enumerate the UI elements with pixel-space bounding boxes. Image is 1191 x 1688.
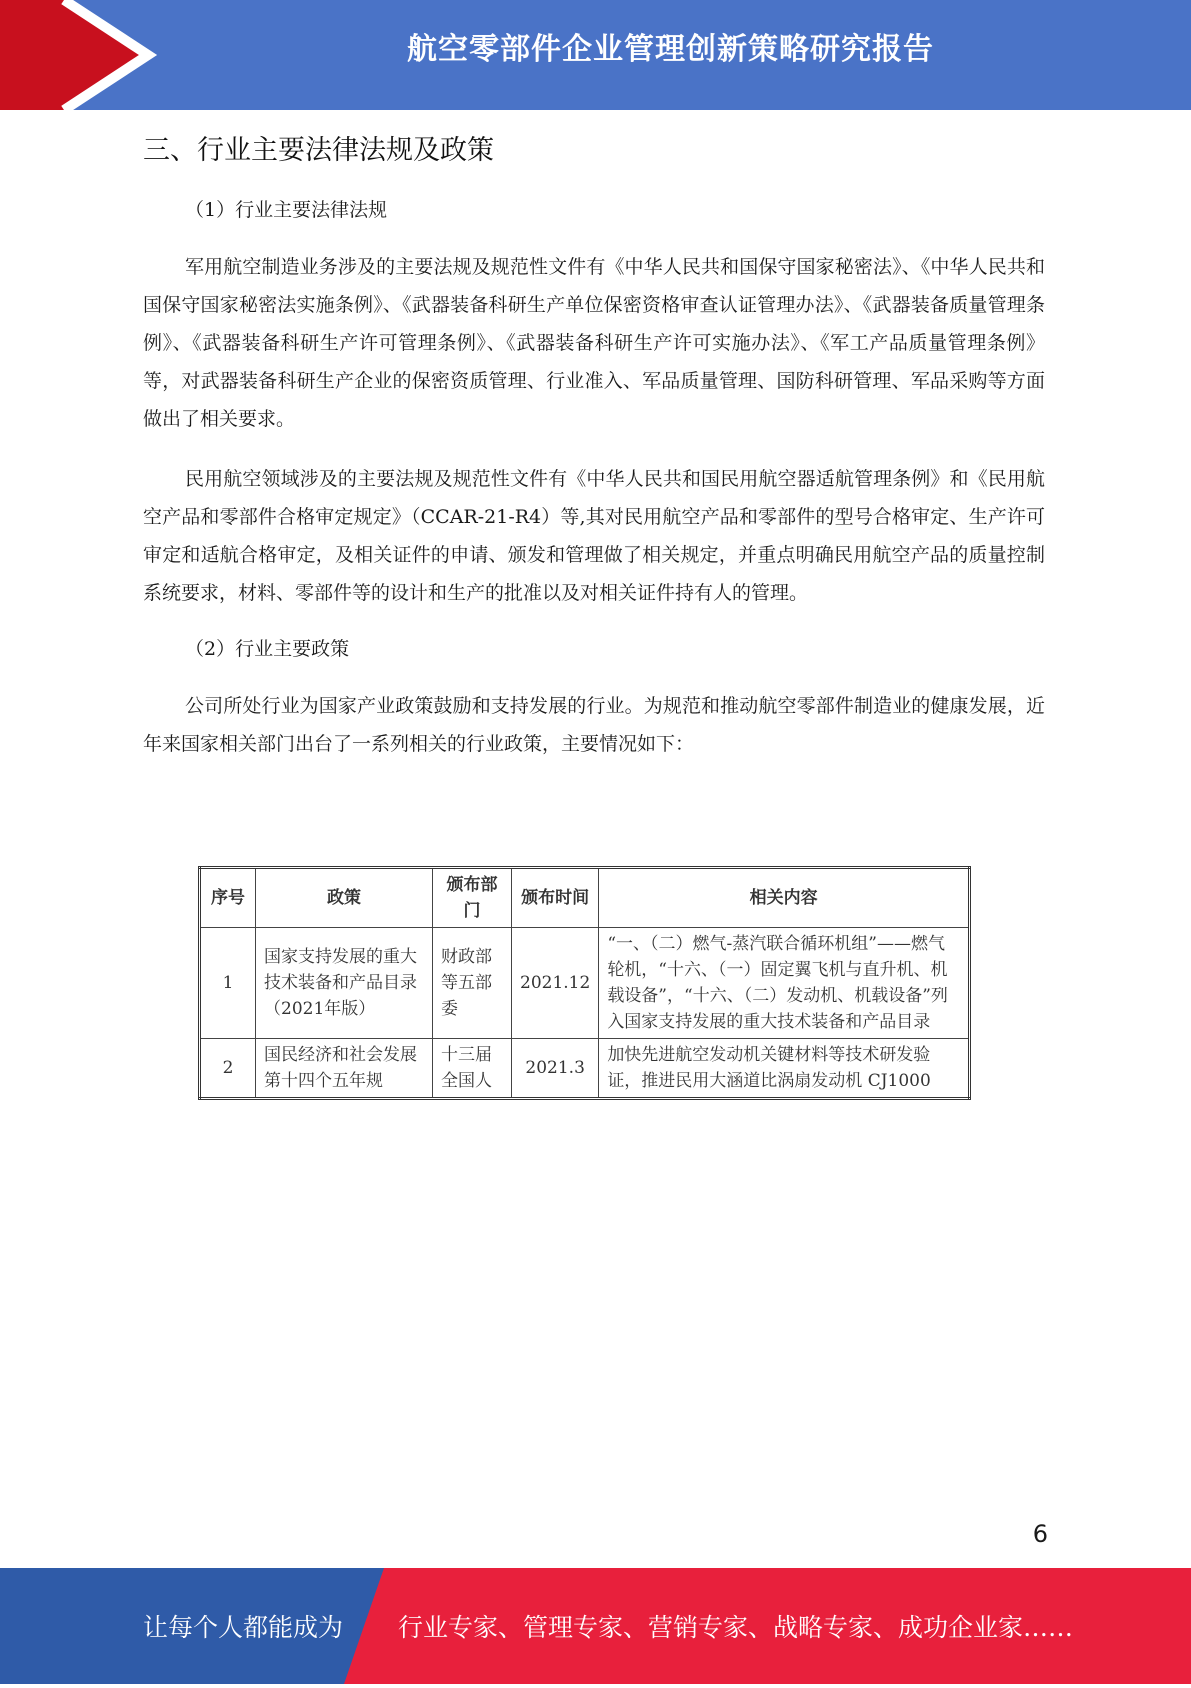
policy-table <box>198 866 971 1100</box>
column-header-no: 序号 <box>200 868 256 928</box>
cell-policy: 国家支持发展的重大技术装备和产品目录（2021年版） <box>256 928 433 1039</box>
cell-date: 2021.12 <box>512 928 599 1039</box>
paragraph-military-laws: 军用航空制造业务涉及的主要法规及规范性文件有《中华人民共和国保守国家秘密法》、《中华人民共和国保守国家秘密法实施条例》、《武器装备科研生产单位保密资格审查认证管理办法》、《武器装备质量管理条例》、《武器装备科研生产许可管理条例》、《武器装备科研生产许可实施办法》、《军工产品质量管理条例》等，对武器装备科研生产企业的保密资质管理、行业准入、军品质量管理、国防科研管理、军品采购等方面做出了相关要求。 <box>143 256 1045 430</box>
table-row <box>200 928 970 1039</box>
report-title: 航空零部件企业管理创新策略研究报告 <box>407 32 934 67</box>
column-header-policy: 政策 <box>256 868 433 928</box>
cell-dept: 十三届全国人 <box>433 1039 512 1099</box>
footer-slogan-left: 让每个人都能成为 <box>143 1613 344 1642</box>
paragraph-civil-laws: 民用航空领域涉及的主要法规及规范性文件有《中华人民共和国民用航空器适航管理条例》和《民用航空产品和零部件合格审定规定》（CCAR-21-R4）等,其对民用航空产品和零部件的型号合格审定、生产许可审定和适航合格审定，及相关证件的申请、颁发和管理做了相关规定，并重点明确民用航空产品的质量控制系统要求，材料、零部件等的设计和生产的批准以及对相关证件持有人的管理。 <box>143 468 1045 604</box>
paragraph-policy-intro: 公司所处行业为国家产业政策鼓励和支持发展的行业。为规范和推动航空零部件制造业的健康发展，近年来国家相关部门出台了一系列相关的行业政策，主要情况如下： <box>143 695 1045 755</box>
cell-content: “一、（二）燃气-蒸汽联合循环机组”——燃气轮机，“十六、（一）固定翼飞机与直升机、机载设备”，“十六、（二）发动机、机载设备”列入国家支持发展的重大技术装备和产品目录 <box>599 928 970 1039</box>
page-number: 6 <box>1032 1520 1048 1548</box>
subheading-laws: （1）行业主要法律法规 <box>185 199 388 221</box>
cell-dept: 财政部等五部委 <box>433 928 512 1039</box>
column-header-dept: 颁布部门 <box>433 868 512 928</box>
header-banner <box>0 0 1191 110</box>
column-header-content: 相关内容 <box>599 868 970 928</box>
main-content <box>143 128 1045 785</box>
table-header-row <box>200 868 970 928</box>
subheading-policies: （2）行业主要政策 <box>185 638 350 660</box>
cell-date: 2021.3 <box>512 1039 599 1099</box>
footer-slogan-right: 行业专家、管理专家、营销专家、战略专家、成功企业家…… <box>398 1613 1074 1642</box>
cell-no: 2 <box>200 1039 256 1099</box>
column-header-date: 颁布时间 <box>512 868 599 928</box>
cell-policy: 国民经济和社会发展第十四个五年规 <box>256 1039 433 1099</box>
section-heading: 三、行业主要法律法规及政策 <box>143 135 494 166</box>
footer-banner <box>0 1568 1191 1684</box>
table-row <box>200 1039 970 1099</box>
cell-no: 1 <box>200 928 256 1039</box>
cell-content: 加快先进航空发动机关键材料等技术研发验证，推进民用大涵道比涡扇发动机 CJ1000 <box>599 1039 970 1099</box>
